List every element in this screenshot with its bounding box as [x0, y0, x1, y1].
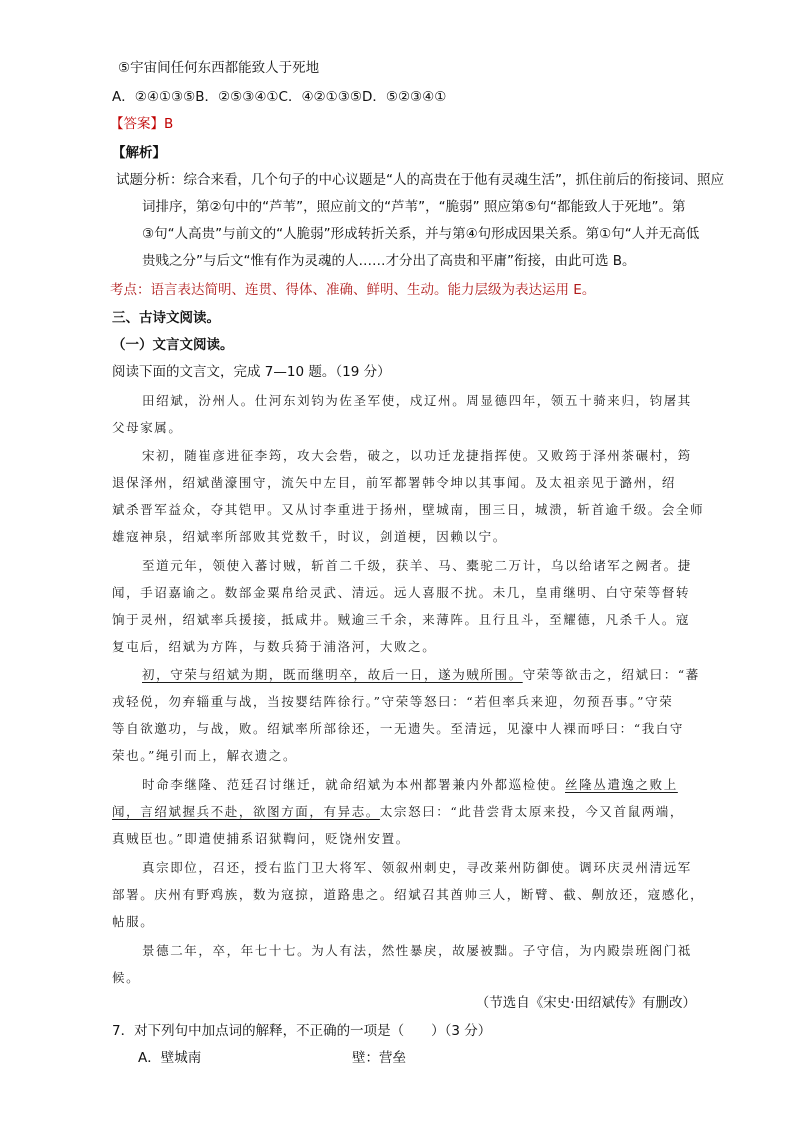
answer-label: 【答案】 — [110, 116, 164, 132]
analysis-line-1: 试题分析：综合来看，几个句子的中心议题是“人的高贵在于他有灵魂生活”，抓住前后的衔接词、照应 — [116, 172, 724, 188]
passage-p2-line-4: 雄寇神泉，绍斌率所部败其党数千，时议，剑道梗，因赖以宁。 — [112, 529, 507, 544]
passage-p1-line-1: 田绍斌，汾州人。仕河东刘钧为佐圣军使，戍辽州。周显德四年，领五十骑来归，钧屠其 — [142, 393, 692, 408]
passage-p1-line-2: 父母家属。 — [112, 420, 183, 435]
passage-p4-line-4: 荣也。”绳引而上，解衣遗之。 — [112, 748, 298, 763]
question-7-stem: 7．对下列句中加点词的解释，不正确的一项是（ ）（3 分） — [112, 1023, 492, 1039]
passage-p7-line-2: 候。 — [112, 970, 141, 985]
passage-p6-line-1: 真宗即位，召还，授右监门卫大将军、领叙州刺史，寻改莱州防御使。调环庆灵州清远军 — [142, 860, 692, 875]
passage-p5-line-2 — [112, 802, 684, 822]
underlined-sentence-2b: 闻，言绍斌握兵不赴，欲图方面，有异志。 — [112, 804, 380, 819]
passage-p2-line-3: 斌杀晋军益众，夺其铠甲。又从讨李重进于扬州，壁城南，围三日，城溃，斩首逾千级。会全师 — [112, 502, 705, 517]
passage-p5-line-1 — [142, 775, 678, 795]
passage-p4-line-1 — [142, 665, 700, 685]
kaodian-line: 考点：语言表达简明、连贯、得体、准确、鲜明、生动。能力层级为表达运用 E。 — [110, 282, 596, 298]
passage-p5-line-3: 真贼臣也。”即遣使捕系诏狱鞫问，贬饶州安置。 — [112, 831, 410, 846]
passage-p4-rest: 守荣等欲击之，绍斌曰：“蕃 — [522, 667, 700, 682]
passage-source: （节选自《宋史·田绍斌传》有删改） — [475, 995, 696, 1011]
passage-p6-line-3: 帖服。 — [112, 914, 155, 929]
passage-p4-line-2: 戎轻侻，勿弃辎重与战，当按婴结阵徐行。”守荣等怒曰：“若但率兵来迎，勿预吾事。”守荣 — [112, 694, 674, 709]
question-7-option-a: A．壁城南 — [138, 1050, 202, 1066]
analysis-label: 【解析】 — [112, 145, 166, 161]
passage-p7-line-1: 景德二年，卒，年七十七。为人有法，然性暴戾，故屡被黜。子守信，为内殿崇班阁门祗 — [142, 943, 692, 958]
answer-line — [110, 114, 173, 134]
reading-instruction: 阅读下面的文言文，完成 7—10 题。（19 分） — [112, 364, 391, 380]
passage-p3-line-3: 饷于灵州，绍斌率兵援接，抵咸井。贼逾三千余，来薄阵。且行且斗，至耀德，凡杀千人。寇 — [112, 612, 691, 627]
passage-p5-rest: 太宗怒曰：“此昔尝背太原来投，今又首鼠两端， — [379, 804, 684, 819]
section-heading: 三、古诗文阅读。 — [112, 310, 220, 326]
underlined-sentence-2a: 丝隆丛遣逸之败上 — [565, 777, 678, 792]
passage-p2-line-1: 宋初，随崔彦进征李筠，攻大会砦，破之，以功迁龙捷指挥使。又败筠于泽州茶碾村，筠 — [142, 448, 692, 463]
answer-value: B — [164, 116, 174, 132]
question-7-option-a-gloss: 壁：营垒 — [352, 1050, 406, 1066]
analysis-line-3: ③句“人高贵”与前文的“人脆弱”形成转折关系，并与第④句形成因果关系。第①句“人并无高低 — [142, 226, 700, 242]
analysis-line-4: 贵贱之分”与后文“惟有作为灵魂的人……才分出了高贵和平庸”衔接，由此可选 B。 — [142, 253, 636, 269]
passage-p2-line-2: 退保泽州，绍斌凿濠围守，流矢中左目，前军都署韩令坤以其事闻。及太祖亲见于潞州，绍 — [112, 475, 677, 490]
passage-p5-lead: 时命李继隆、范廷召讨继迁，就命绍斌为本州都署兼内外都巡检使。 — [142, 777, 566, 792]
passage-p3-line-2: 闻，手诏嘉谕之。数部金粟帛给灵武、清远。远人喜服不扰。未几，皇甫继明、白守荣等督转 — [112, 585, 691, 600]
subsection-heading: （一）文言文阅读。 — [112, 337, 234, 353]
option-item-5: ⑤宇宙间任何东西都能致人于死地 — [118, 60, 320, 76]
passage-p3-line-1: 至道元年，领使入蕃讨贼，斩首二千级，获羊、马、橐驼二万计，乌以给诸军之阙者。捷 — [142, 558, 692, 573]
answer-options: A．②④①③⑤B．②⑤③④①C．④②①③⑤D．⑤②③④① — [112, 89, 447, 105]
passage-p3-line-4: 复屯后，绍斌为方阵，与数兵猗于浦洛河，大败之。 — [112, 639, 437, 654]
passage-p6-line-2: 部署。庆州有野鸡族，数为寇掠，道路患之。绍斌召其酋帅三人，断臂、截、劓放还，寇感化， — [112, 887, 705, 902]
underlined-sentence-1: 初，守荣与绍斌为期，既而继明卒，故后一日，遂为贼所围。 — [142, 667, 523, 682]
analysis-line-2: 词排序，第②句中的“芦苇”，照应前文的“芦苇”，“脆弱” 照应第⑤句“都能致人于死地”。第 — [142, 199, 686, 215]
passage-p4-line-3: 等自欲邀功，与战，败。绍斌率所部徐还，一无遗失。至清远，见濠中人裸而呼曰：“我白守 — [112, 721, 684, 736]
